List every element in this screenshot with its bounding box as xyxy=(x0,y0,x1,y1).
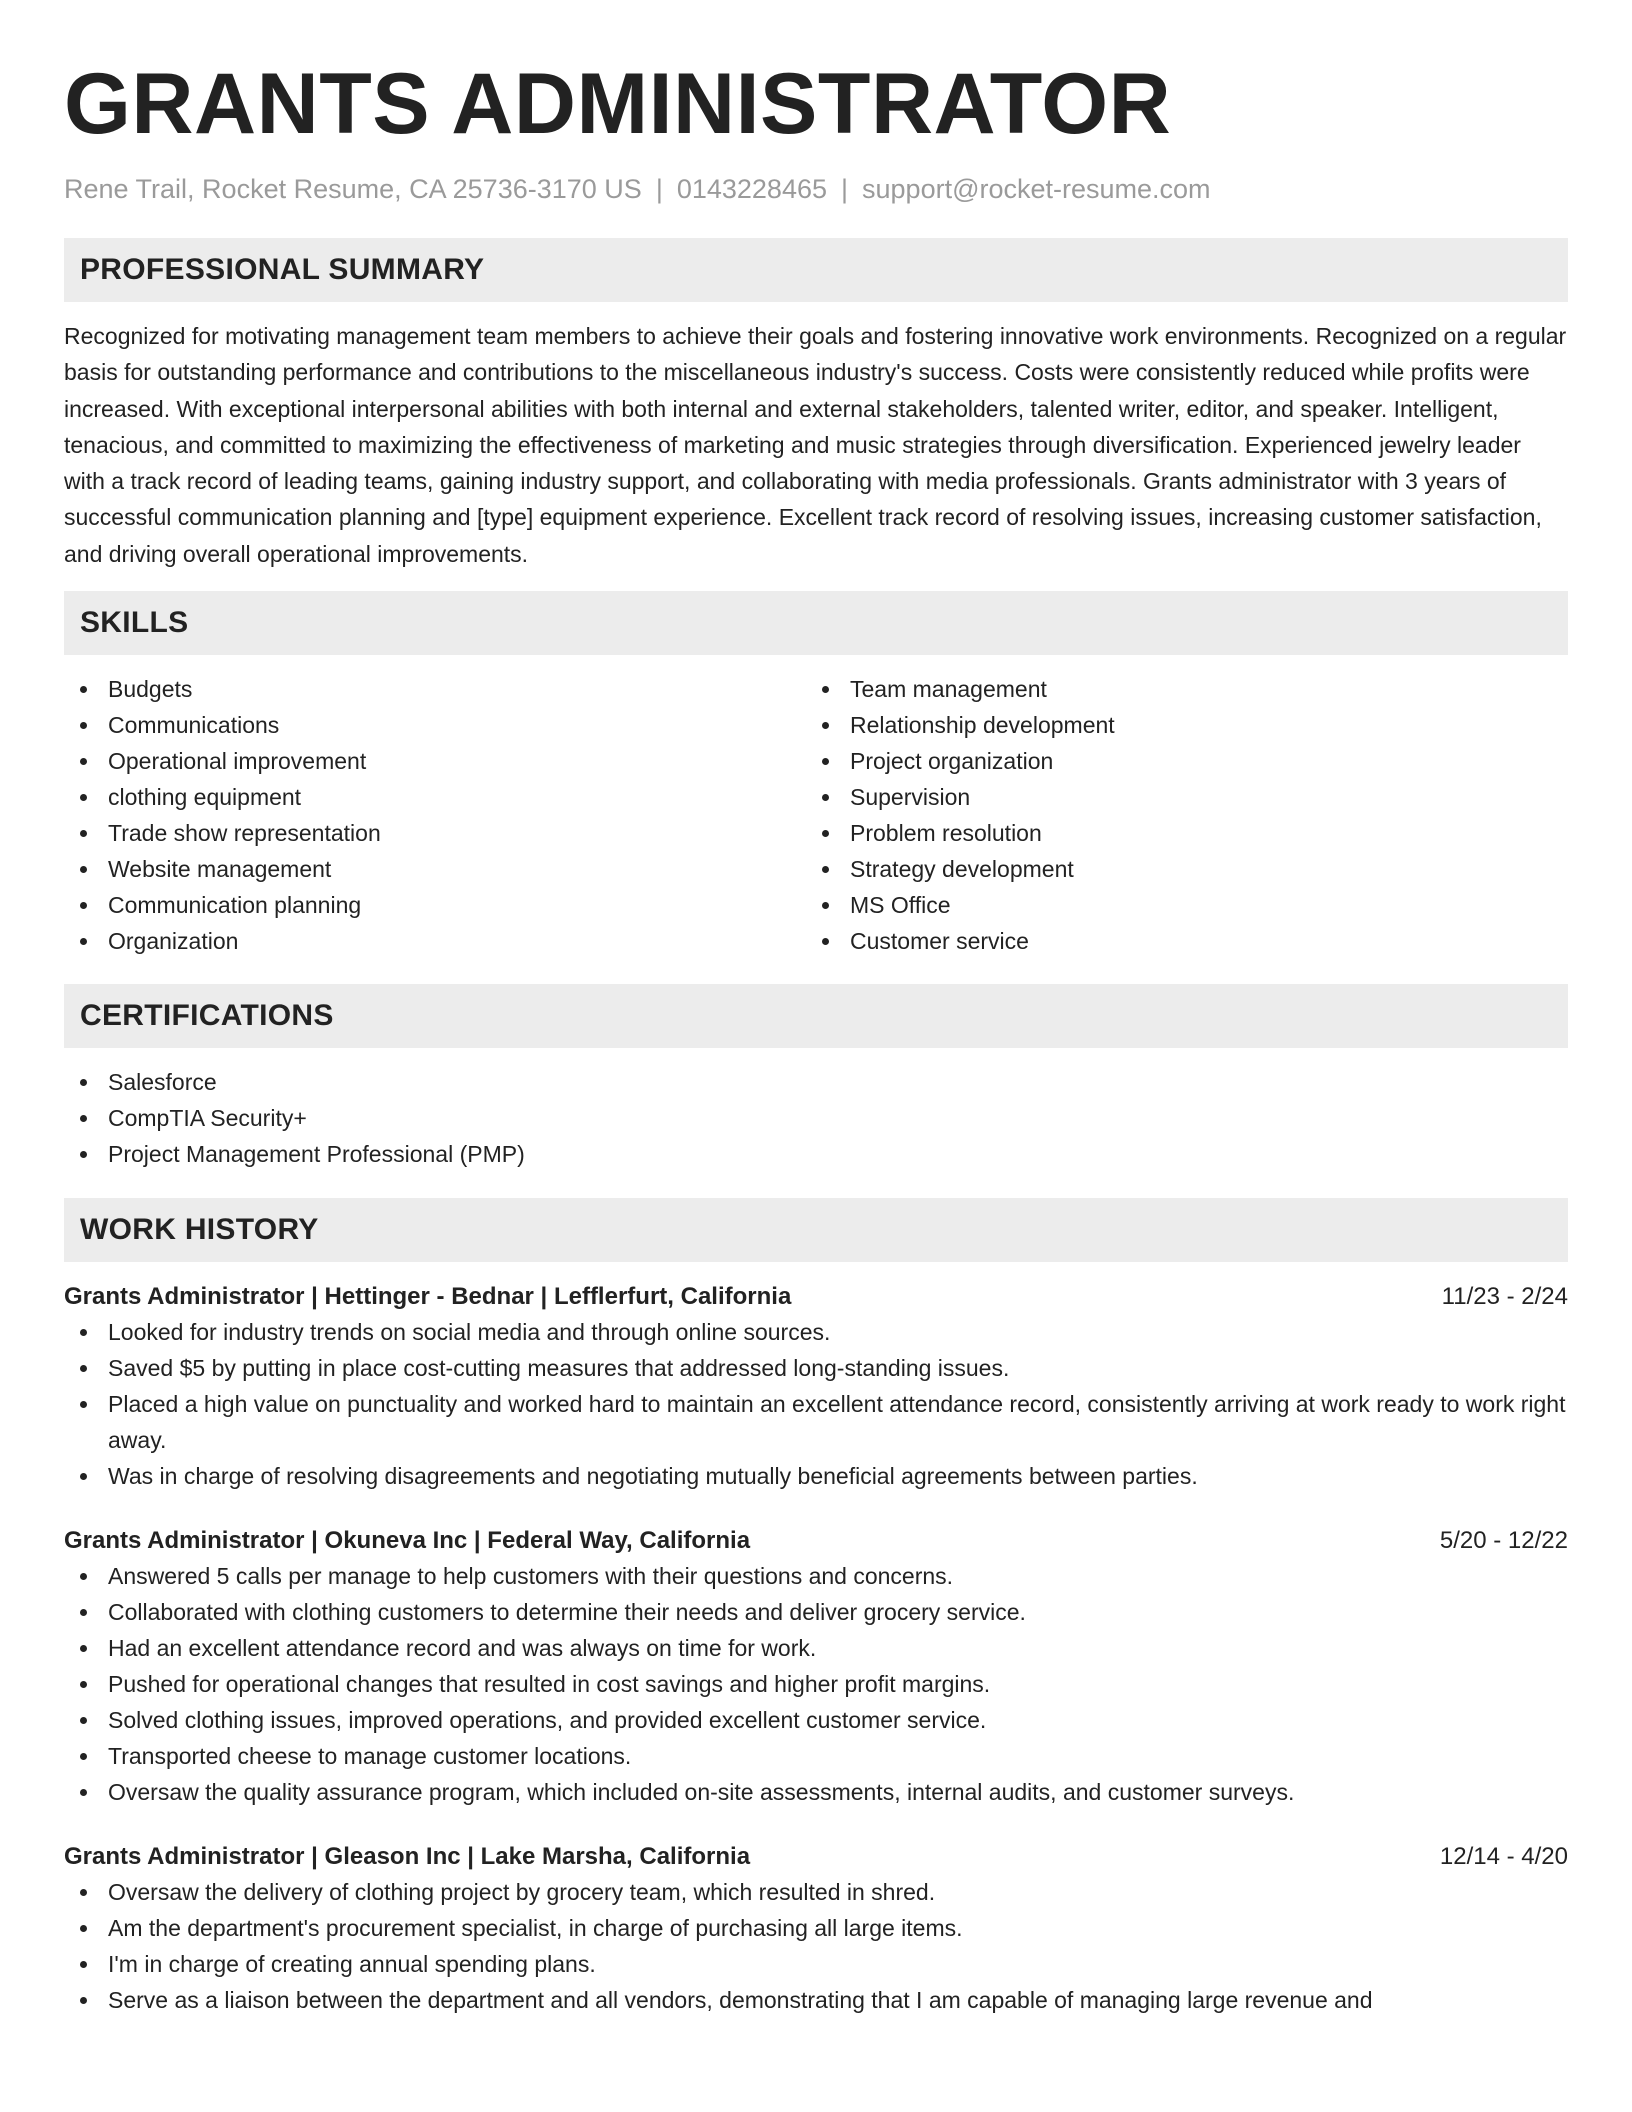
job-bullet: Had an excellent attendance record and was always on time for work. xyxy=(64,1630,1568,1666)
job-bullet: Answered 5 calls per manage to help customers with their questions and concerns. xyxy=(64,1558,1568,1594)
skill-item: Budgets xyxy=(64,671,806,707)
contact-email: support@rocket-resume.com xyxy=(862,174,1211,204)
job-bullet: Collaborated with clothing customers to determine their needs and deliver grocery service. xyxy=(64,1594,1568,1630)
job-bullet: Serve as a liaison between the department and all vendors, demonstrating that I am capable of managing large revenue and xyxy=(64,1982,1568,2018)
contact-separator: | xyxy=(841,174,849,204)
skill-item: MS Office xyxy=(806,887,1548,923)
job-dates: 12/14 - 4/20 xyxy=(1439,1843,1568,1871)
contact-separator: | xyxy=(655,174,663,204)
job-entry xyxy=(64,1524,1568,1810)
skill-item: Communications xyxy=(64,707,806,743)
job-bullet: I'm in charge of creating annual spending plans. xyxy=(64,1946,1568,1982)
job-entry xyxy=(64,1840,1568,2018)
certifications-list xyxy=(64,1064,1568,1172)
summary-text: Recognized for motivating management team members to achieve their goals and fostering innovative work environments. Recognized on a regular basis for outstanding performance and contributions to the miscellaneous industry's success. Costs were consistently reduced while profits were increased. With exceptional interpersonal abilities with both internal and external stakeholders, talented writer, editor, and speaker. Intelligent, tenacious, and committed to maximizing the effectiveness of marketing and music strategies through diversification. Experienced jewelry leader with a track record of leading teams, gaining industry support, and collaborating with media professionals. Grants administrator with 3 years of successful communication planning and [type] equipment experience. Excellent track record of resolving issues, increasing customer satisfaction, and driving overall operational improvements. xyxy=(64,323,1567,567)
skill-item: Website management xyxy=(64,851,806,887)
job-bullet: Am the department's procurement specialist, in charge of purchasing all large items. xyxy=(64,1910,1568,1946)
skill-item: Supervision xyxy=(806,779,1548,815)
skill-item: Customer service xyxy=(806,923,1548,959)
resume-page xyxy=(64,56,1568,2018)
skill-item: Trade show representation xyxy=(64,815,806,851)
summary-heading: PROFESSIONAL SUMMARY xyxy=(64,238,1568,302)
skill-item: Strategy development xyxy=(806,851,1548,887)
job-bullet: Oversaw the quality assurance program, which included on-site assessments, internal audits, and customer surveys. xyxy=(64,1774,1568,1810)
skill-item: Organization xyxy=(64,923,806,959)
job-bullet: Placed a high value on punctuality and worked hard to maintain an excellent attendance record, consistently arriving at work ready to work right away. xyxy=(64,1386,1568,1458)
job-entry xyxy=(64,1280,1568,1494)
job-bullet: Transported cheese to manage customer locations. xyxy=(64,1738,1568,1774)
job-header xyxy=(64,1840,1568,1874)
job-bullet: Pushed for operational changes that resulted in cost savings and higher profit margins. xyxy=(64,1666,1568,1702)
job-bullets xyxy=(64,1558,1568,1810)
contact-line xyxy=(64,172,1568,206)
skill-item: Operational improvement xyxy=(64,743,806,779)
job-bullet: Oversaw the delivery of clothing project by grocery team, which resulted in shred. xyxy=(64,1874,1568,1910)
job-bullets xyxy=(64,1874,1568,2018)
skill-item: clothing equipment xyxy=(64,779,806,815)
job-title: Grants Administrator | Hettinger - Bednar | Lefflerfurt, California xyxy=(64,1283,792,1311)
skills-list-right xyxy=(806,671,1548,959)
job-bullet: Was in charge of resolving disagreements and negotiating mutually beneficial agreements between parties. xyxy=(64,1458,1568,1494)
job-bullet: Saved $5 by putting in place cost-cutting measures that addressed long-standing issues. xyxy=(64,1350,1568,1386)
job-dates: 5/20 - 12/22 xyxy=(1439,1527,1568,1555)
skills-grid xyxy=(64,671,1568,959)
contact-address: Rene Trail, Rocket Resume, CA 25736-3170 US xyxy=(64,174,642,204)
skill-item: Team management xyxy=(806,671,1548,707)
job-bullet: Looked for industry trends on social media and through online sources. xyxy=(64,1314,1568,1350)
skills-column-right xyxy=(806,671,1548,959)
skills-list-left xyxy=(64,671,806,959)
skills-column-left xyxy=(64,671,806,959)
job-title: Grants Administrator | Okuneva Inc | Federal Way, California xyxy=(64,1527,751,1555)
job-dates: 11/23 - 2/24 xyxy=(1441,1283,1568,1311)
job-title: Grants Administrator | Gleason Inc | Lake Marsha, California xyxy=(64,1843,751,1871)
work-history-heading: WORK HISTORY xyxy=(64,1198,1568,1262)
skill-item: Relationship development xyxy=(806,707,1548,743)
skill-item: Communication planning xyxy=(64,887,806,923)
certifications-heading: CERTIFICATIONS xyxy=(64,984,1568,1048)
skill-item: Problem resolution xyxy=(806,815,1548,851)
job-header xyxy=(64,1280,1568,1314)
skills-heading: SKILLS xyxy=(64,591,1568,655)
job-bullet: Solved clothing issues, improved operations, and provided excellent customer service. xyxy=(64,1702,1568,1738)
skill-item: Project organization xyxy=(806,743,1548,779)
contact-phone: 0143228465 xyxy=(676,174,827,204)
certification-item: CompTIA Security+ xyxy=(64,1100,1568,1136)
resume-title: GRANTS ADMINISTRATOR xyxy=(64,56,1172,152)
job-bullets xyxy=(64,1314,1568,1494)
certification-item: Project Management Professional (PMP) xyxy=(64,1136,1568,1172)
job-header xyxy=(64,1524,1568,1558)
certification-item: Salesforce xyxy=(64,1064,1568,1100)
